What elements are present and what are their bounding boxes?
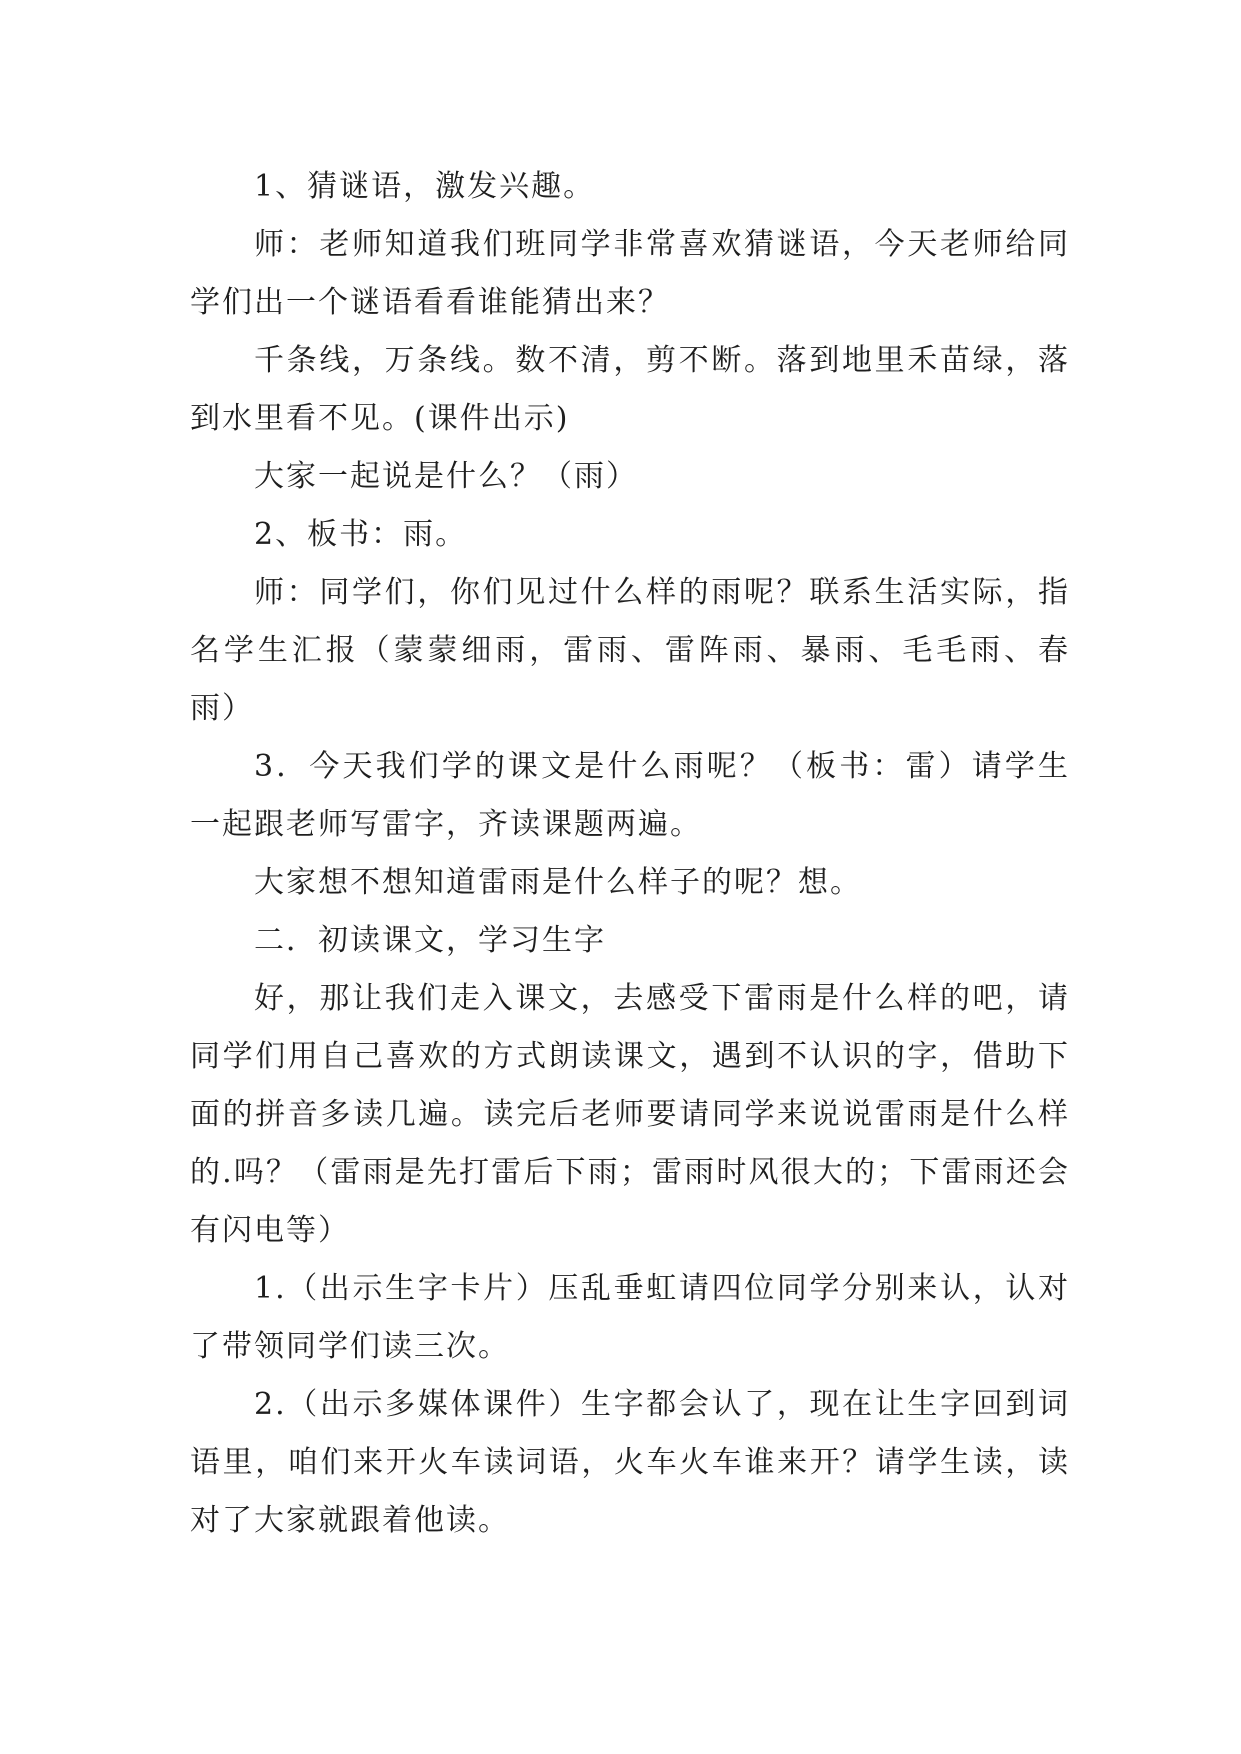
paragraph-read-text: 好，那让我们走入课文，去感受下雷雨是什么样的吧，请同学们用自己喜欢的方式朗读课文，遇到不认识的字，借助下面的拼音多读几遍。读完后老师要请同学来说说雷雨是什么样的.吗？（雷雨是先打雷后下雨；雷雨时风很大的；下雷雨还会有闪电等） <box>190 981 1070 1248</box>
paragraph-multimedia: 2.（出示多媒体课件）生字都会认了，现在让生字回到词语里，咱们来开火车读词语，火车火车谁来开？请学生读，读对了大家就跟着他读。 <box>190 1387 1070 1538</box>
paragraph-teacher-intro: 师：老师知道我们班同学非常喜欢猜谜语，今天老师给同学们出一个谜语看看谁能猜出来？ <box>190 227 1070 320</box>
paragraph-question: 大家想不想知道雷雨是什么样子的呢？想。 <box>254 865 862 900</box>
paragraph-riddle-text: 千条线，万条线。数不清，剪不断。落到地里禾苗绿，落到水里看不见。(课件出示) <box>190 343 1070 436</box>
paragraph-word-cards: 1.（出示生字卡片）压乱垂虹请四位同学分别来认，认对了带领同学们读三次。 <box>190 1271 1070 1364</box>
paragraph-rain-types: 师：同学们，你们见过什么样的雨呢？联系生活实际，指名学生汇报（蒙蒙细雨，雷雨、雷阵雨、暴雨、毛毛雨、春雨） <box>190 575 1070 726</box>
paragraph-riddle-answer: 大家一起说是什么？（雨） <box>254 459 638 494</box>
paragraph-riddle-heading: 1、猜谜语，激发兴趣。 <box>254 169 596 204</box>
paragraph-blackboard-rain: 2、板书：雨。 <box>254 517 468 552</box>
section-heading-first-reading: 二．初读课文，学习生字 <box>254 923 606 958</box>
document-body <box>190 158 1070 1550</box>
paragraph-lesson-title: 3．今天我们学的课文是什么雨呢？（板书：雷）请学生一起跟老师写雷字，齐读课题两遍。 <box>190 749 1070 842</box>
